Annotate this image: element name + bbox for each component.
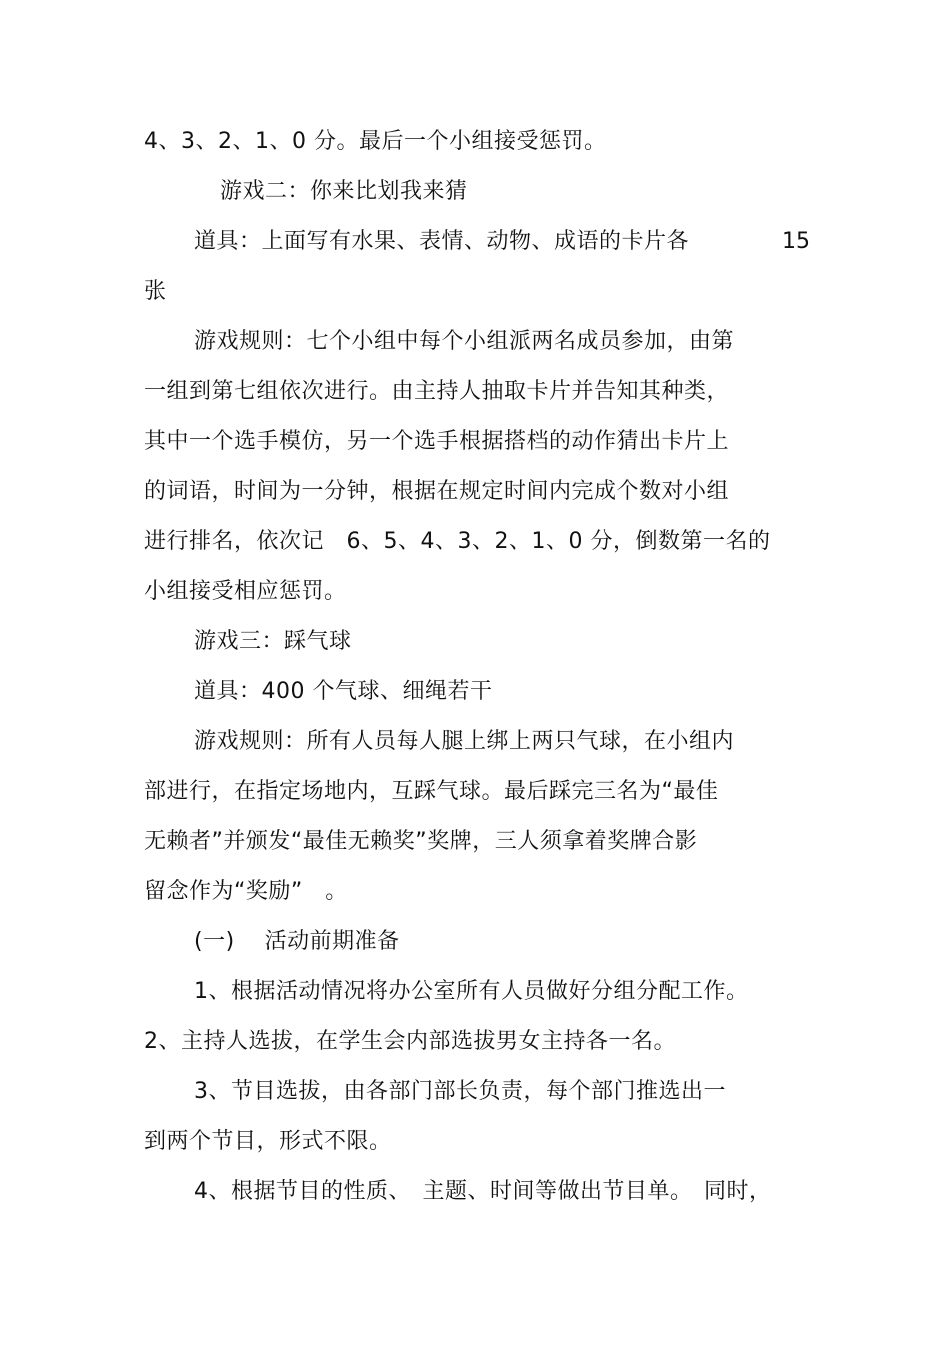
text-line: 部进行，在指定场地内，互踩气球。最后踩完三名为“最佳 — [144, 779, 719, 804]
text-line: 无赖者”并颁发“最佳无赖奖”奖牌，三人须拿着奖牌合影 — [144, 829, 698, 854]
text-line: 其中一个选手模仿，另一个选手根据搭档的动作猜出卡片上 — [144, 429, 730, 454]
text-line: 3、节目选拔，由各部门部长负责，每个部门推选出一 — [194, 1079, 726, 1104]
text-line: 的词语，时间为一分钟，根据在规定时间内完成个数对小组 — [144, 479, 730, 504]
text-line: 道具：400 个气球、细绳若干 — [194, 679, 493, 704]
text-line: 进行排名，依次记 6、5、4、3、2、1、0 分，倒数第一名的 — [144, 529, 771, 554]
text-line: 4、根据节目的性质、 主题、时间等做出节目单。 同时， — [194, 1179, 772, 1204]
text-line: 1、根据活动情况将办公室所有人员做好分组分配工作。 — [194, 979, 749, 1004]
text-line: 小组接受相应惩罚。 — [144, 579, 347, 604]
text-line: 张 — [144, 279, 167, 304]
text-line: 留念作为“奖励” 。 — [144, 879, 348, 904]
text-line: 一组到第七组依次进行。由主持人抽取卡片并告知其种类， — [144, 379, 730, 404]
game-three-heading: 游戏三：踩气球 — [194, 629, 352, 654]
text-line: 道具：上面写有水果、表情、动物、成语的卡片各 — [194, 229, 690, 254]
text-line: 到两个节目，形式不限。 — [144, 1129, 392, 1154]
text-line: 4、3、2、1、0 分。最后一个小组接受惩罚。 — [144, 129, 607, 154]
section-heading: (一) 活动前期准备 — [194, 929, 400, 954]
text-line: 游戏规则：所有人员每人腿上绑上两只气球，在小组内 — [194, 729, 735, 754]
text-line: 游戏规则：七个小组中每个小组派两名成员参加，由第 — [194, 329, 735, 354]
text-line: 2、主持人选拔，在学生会内部选拔男女主持各一名。 — [144, 1029, 676, 1054]
game-two-heading: 游戏二：你来比划我来猜 — [220, 179, 468, 204]
card-count: 15 — [782, 229, 810, 254]
